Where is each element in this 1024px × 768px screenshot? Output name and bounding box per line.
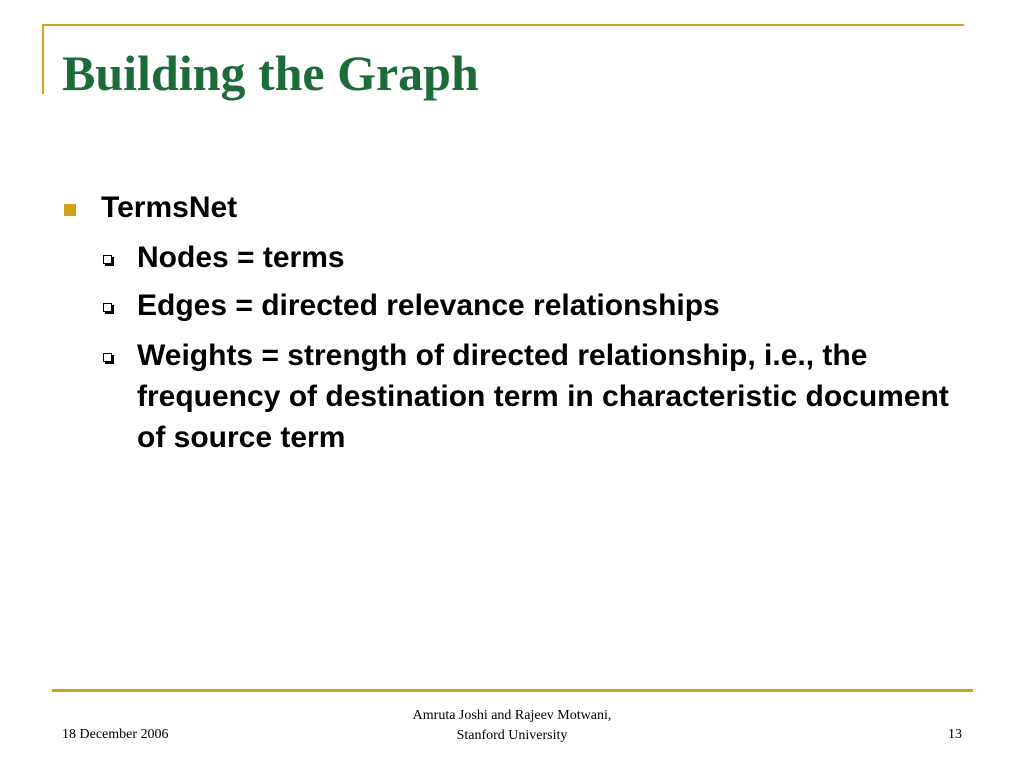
slide-title: Building the Graph — [62, 45, 479, 101]
footer-rule — [52, 689, 973, 692]
square-bullet-icon — [64, 204, 76, 216]
subbullet-nodes: Nodes = terms — [137, 241, 345, 274]
footer-date: 18 December 2006 — [62, 727, 169, 742]
hollow-square-bullet-icon — [103, 303, 112, 312]
hollow-square-bullet-icon — [103, 255, 112, 264]
bullet-termsnet: TermsNet — [101, 191, 238, 224]
page-number: 13 — [948, 727, 962, 742]
footer-author — [362, 706, 662, 746]
hollow-square-bullet-icon — [103, 353, 112, 362]
subbullet-weights: Weights = strength of directed relationship, i.e., the frequency of destination term in characteristic document of source term — [137, 339, 949, 454]
footer-author-line2: Stanford University — [456, 728, 568, 743]
footer-author-line1: Amruta Joshi and Rajeev Motwani, — [412, 708, 612, 723]
subbullet-edges: Edges = directed relevance relationships — [137, 289, 720, 322]
